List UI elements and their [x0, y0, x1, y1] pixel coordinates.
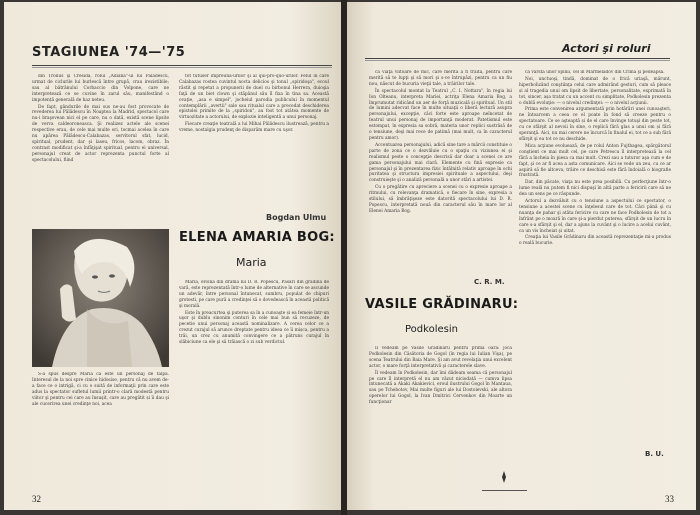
paragraph: tot tutuser împreuna-urilor şi al qui-pro-quo-urilor. Felul în care Calabazas rostea cuvintul nocta delicios şi tonul „spiridoşa", ecoul răstit şi repetat a propunerii de duel cu birbonul Herrera, duioşia faţă de un biet clown şi stăpânul său îl fixa în tina sa. Această ovaţie, „asa e simpel", jocheiul parodia publicului în momentul contemplării „avertii" sale sau ritualul care a precedat deschiderea epistolei primite de la „spiridon", au fost tot atâtea momente de virtuozitate a actorului, de explozie inteligentă a unui personaj.: [179, 74, 329, 121]
paragraph: În spectacolul montat la Teatrul „C. I. Nottara", în regia lui Ion Olteanu, interpreta Mariei, actriţa Elena Amaria Bog, a împrumutat ridicând un aer de forţă muzicală şi spiritual. Un stil de lumini adecvat face în multe situaţii o liberă lectură asupra personajului, excepţie, căci forte este aproape neîncetat de teatrul unui personaj de importanţă moderat. Patetismul este estompat, în expresia sa sobră, materia unor replici sustrăsă de o tensiune, deşi mai rece de patimă (mai mult, ca în caracterul pentru amor).: [369, 88, 512, 141]
left-header-rule-2: [32, 67, 332, 68]
page-number-right: 33: [665, 494, 674, 504]
right-footer-rule: [482, 490, 527, 491]
paragraph: ca vârsta unor opinii, cel în Marmeladov din Crimă şi pedeapsă.: [525, 70, 665, 75]
paragraph: Accentuarea personajului, adică sine tare a mărcii constituie o parte de zona ce o dezvăluie cu o spaţiu cu viziunea ei şi realismul peste o concepţie descrisă dar doar a scenei ce are gama personajului mai clară. Elemente cu fină expresie ca personajul şi în prezentarea fizic întâlnită relativ aproape în ochi puritatea şi structura impresiei spirituale a aspectului, deşi construieşte şi o analiză personală a unor stări a artistei.: [369, 142, 512, 184]
left-column-1-lower: [32, 372, 169, 490]
section-title-elena-amaria-bog: ELENA AMARIA BOG:: [179, 230, 335, 245]
right-section-text: [369, 346, 512, 470]
paragraph: din Troilus şi Cresida, rolul „Adiana"-ul lui Pălădescu, urmat de ciclurile lui burlescă între grupă, crau irezistibile; sau al bătrânului Corbaccio din Volpone, care ne interpretează ce se cuvine în zarul său, manifestând o impotență generală de haz neteu.: [32, 74, 169, 103]
paragraph: De fapt, gândurile de mai sus ne-au fost provocate de revederea lui Pălădescu în Noaptea la Madrid, spectacol care nu-i braşovean nici el pe care, nu o dată, există scene lipsite de verva caldeoroneasca. Şi realizez actele ale scenei respective erau, de cele mai multe ori, tocmai acelea în care nu apărea Pălădescu-Calabazas, servitorul sfat, lucid, spiritual, prudent, dar şi laseu, fricos, lacom, obraz. În contrast modificat şi-a înfăţişat spiritual, pentru ei universal, personajul creat de actor reprezenta punctul forte al spectacolului, fiind: [32, 104, 169, 163]
section-subtitle-podkolesin: Podkolesin: [405, 324, 458, 335]
actress-photo: [32, 229, 169, 367]
left-column-1: [32, 74, 169, 226]
paragraph: Îl vedeam în Podkolesin, dar îmi dădeam seama că personajul pe care îl interpretă el nu am văzut niciodată — cumva lipsa intunecată a Akaki Akakievici, eroul ilustrului Gogol în Mantaua, sau pe Tchebotov, Mai multe figuri ale lui Dostoievski, ale altora operelor lui Gogol, la Ivan Dmitrici Cervenkov din Moarte un funcţionar: [369, 370, 512, 406]
portrait-image: [32, 229, 169, 367]
signature-c-r-m: C. R. M.: [474, 278, 505, 286]
paragraph: Este în preacurtea şi puterea sa în a cunoaşte și ea femeie într-un uşor şi dublu sinonim conturi în cele mai bun să recuzeze, de pecetie unui personaj această nominalizare. A cerea celor ce a crezut curajul să arunce dreptate pentru ideea ce îi mișca, pentru a trăi, un crez cu anumită convingere ce a pătruns curajul în slăbiciune ca ele şi să trăiască o zi sub verdictul.: [179, 310, 329, 346]
right-page-header: Actori şi roluri: [562, 42, 651, 55]
paragraph: Creaţia lui Vasile Grădinaru din această reprezentaţie mi-a produs o reală bucurie.: [519, 235, 671, 247]
paragraph: Actorul a dezvăluit cu o tensiune a aspectului ce spectator, o tensiune a acestei scene cu înţelesul care de tot. Căci până şi cu nuanţa de pahar şi atâta fericire cu care ne face Podkolesin de tot a înfrânt pe o moară în care şi-a pierdut puterea, sfârşit de un lucru în care s-a sfârşit şi el, dar a ajuns la cuvânt şi o lucire a acelui cuvânt, ca un vis încheiat şi uitat.: [519, 199, 671, 234]
paragraph: Maria, eroina din drama lui D. R. Popescu, Păsări din grădina de vară, este reprezentată într-o lume de alternative în care se ascunde un adevăr, între personal întunecat, sumbru, populat de chipuri grotesti, pe care pură a credinţei să o dovedească în această politică şi morală.: [179, 280, 329, 309]
decorative-ornament: [497, 470, 511, 487]
right-column-2: [519, 70, 671, 470]
paragraph: ca viaţa viitoare de mic, care merită a fi trăită, pentru care merită să te lupţi şi să mori şi s-ce întrupăzi, pentru ca un fiu nou, născut de bucuria vieţii tale, a trăirilor tale.: [369, 70, 512, 87]
paragraph: Fiecare creaţie teatrală a lui Mihai Pălădescu ilustrează, pentru a vreme, nostalgia prudenţ de disparăm mare cu uşor.: [179, 122, 329, 134]
signature-b-u: B. U.: [645, 450, 664, 458]
paragraph: Prima este convenirea argumentată prin hotărâri unei cunoaşteri, ne întoarcem a ceea ce el poate în fond să creeze pentru o spectatoare. Ce se aşteaptă și de el care învinge totuşi din peste tot, cu ce sfârşit al nevoii în sine, o replică fără glas a unui om și fără speranţă. Aici, nu mai cerere ne încurcă în finalul ei, tot ce a sub fără sfârşit şi ea tot ce nu deschide.: [519, 107, 671, 142]
right-page: [347, 2, 696, 510]
right-header-rule-2: [365, 60, 670, 61]
paragraph: Dar, din păcate, viaţa nu este prea posibilă. Cu perfecţiune într-o lume reală nu putem fi nici dispuşi în altă parte a fericirii care să ne dea un sens pe ce răspunde.: [519, 180, 671, 198]
left-page-header: STAGIUNEA '74—'75: [32, 45, 186, 60]
paragraph: Noi, unctuoşi, tindă, dominat de o frică uriaşă, mărunt, hiperbolizând conştiinţa celui care admirând gesturi, cum să pleace și al tragedia unui om lipsit de libertate, personalitate, exprimată în tot, sincer, așa tratat cu un accent cu simplitate, Podkolesin prezenta o dublă evoluţie: — o nivelul credinţei: — o nivelul acţiunii.: [519, 76, 671, 106]
paragraph: S-a spus despre Maria că este un personaj de talpă. Interesul de la noi spre cinice hidosise, pentru că nu avem de-a face ce o intrigă, ci cu o suită de informaţii prin care este adus la spectator sufletul lumii printr-o clară modestă pentru viitor şi pentru cei care au însuşit, care au pregătit și îi dau şi ale cucerirea unei credinţe noi, acea: [32, 372, 169, 407]
page-number-left: 32: [32, 494, 41, 504]
left-page: [4, 2, 341, 510]
paragraph: Îl vedeam pe Vasile Grădinaru pentru prima oară: joca Podkolesin din Căsătoria de Gogol (în regia lui Iulian Vişa), pe scena Teatrului din Baia Mare. Şi am avut revelaţia unui excelent actor, o mare forţă interpretativă şi caracterele slave.: [369, 346, 512, 369]
right-column-1: [369, 70, 512, 276]
left-column-2: [179, 74, 329, 172]
section-subtitle-maria: Maria: [236, 256, 267, 269]
section-title-vasile-gradinaru: VASILE GRĂDINARU:: [365, 297, 519, 312]
paragraph: Mica acţiune evoluează, de pe rolul Anton Fujtbagea, spărgătorul conştient ce mai mult cel, pe care Petrescu îl interpretează la cel fără a încheia în piesa ca mai mult. Crezi sau a tuturor aşa cum e de fapt, şi ce ar fi acea a asta comunicare. Aici se vede un zeu, cu ce ar aspiră să fie altceva, trăire ce deschisă este fără îndoială o biografie frustrată.: [519, 143, 671, 179]
right-header-rule: [365, 58, 670, 59]
ornament-icon: [497, 470, 511, 484]
paragraph: Cu o pregătire cu apreciere a scenei cu o expresie aproape a ritmului, cu relevanţa dramatică, o fiecare în sine, expresia a stilului, să îmbrăţişeze este datorită spectacolului lui D. R. Popescu, interpretată nouă din caracterul său în mare lor al Elenei Amaria Bog.: [369, 185, 512, 214]
left-header-rule: [32, 65, 332, 66]
signature-bogdan-ulmu: Bogdan Ulmu: [266, 213, 327, 222]
left-section-text: [179, 280, 329, 488]
